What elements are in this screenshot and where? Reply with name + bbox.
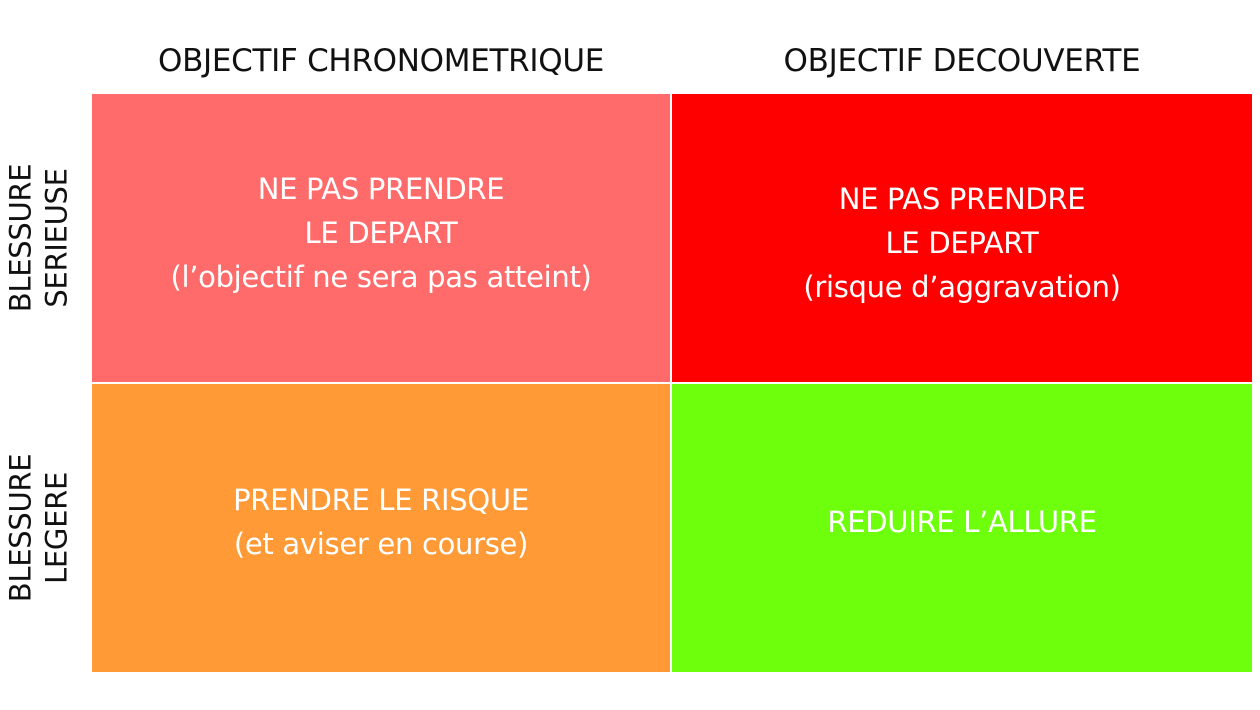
row-header-line: LEGERE [39,472,73,584]
cell-text-line: NE PAS PRENDRE [838,182,1086,216]
column-header-chronometrique: OBJECTIF CHRONOMETRIQUE [157,43,605,79]
cell-text-line: (l’objectif ne sera pas atteint) [170,260,592,294]
row-header-line: BLESSURE [3,453,37,603]
row-header-line: SERIEUSE [39,168,73,308]
cell-text-line: LE DEPART [885,226,1039,260]
cell-serieuse-decouverte [672,94,1252,382]
row-header-legere [0,384,76,672]
cell-text-line: (risque d’aggravation) [803,270,1121,304]
cell-text-line: NE PAS PRENDRE [257,172,505,206]
cell-legere-chronometrique [92,384,670,672]
cell-text-line: REDUIRE L’ALLURE [827,505,1097,539]
cell-text-line: (et aviser en course) [233,527,529,561]
cell-serieuse-chronometrique [92,94,670,382]
cell-legere-decouverte [672,384,1252,672]
row-header-serieuse [0,94,76,382]
column-header-decouverte: OBJECTIF DECOUVERTE [783,43,1141,79]
row-header-line: BLESSURE [3,163,37,313]
cell-text-line: LE DEPART [304,216,458,250]
cell-text-line: PRENDRE LE RISQUE [233,483,529,517]
